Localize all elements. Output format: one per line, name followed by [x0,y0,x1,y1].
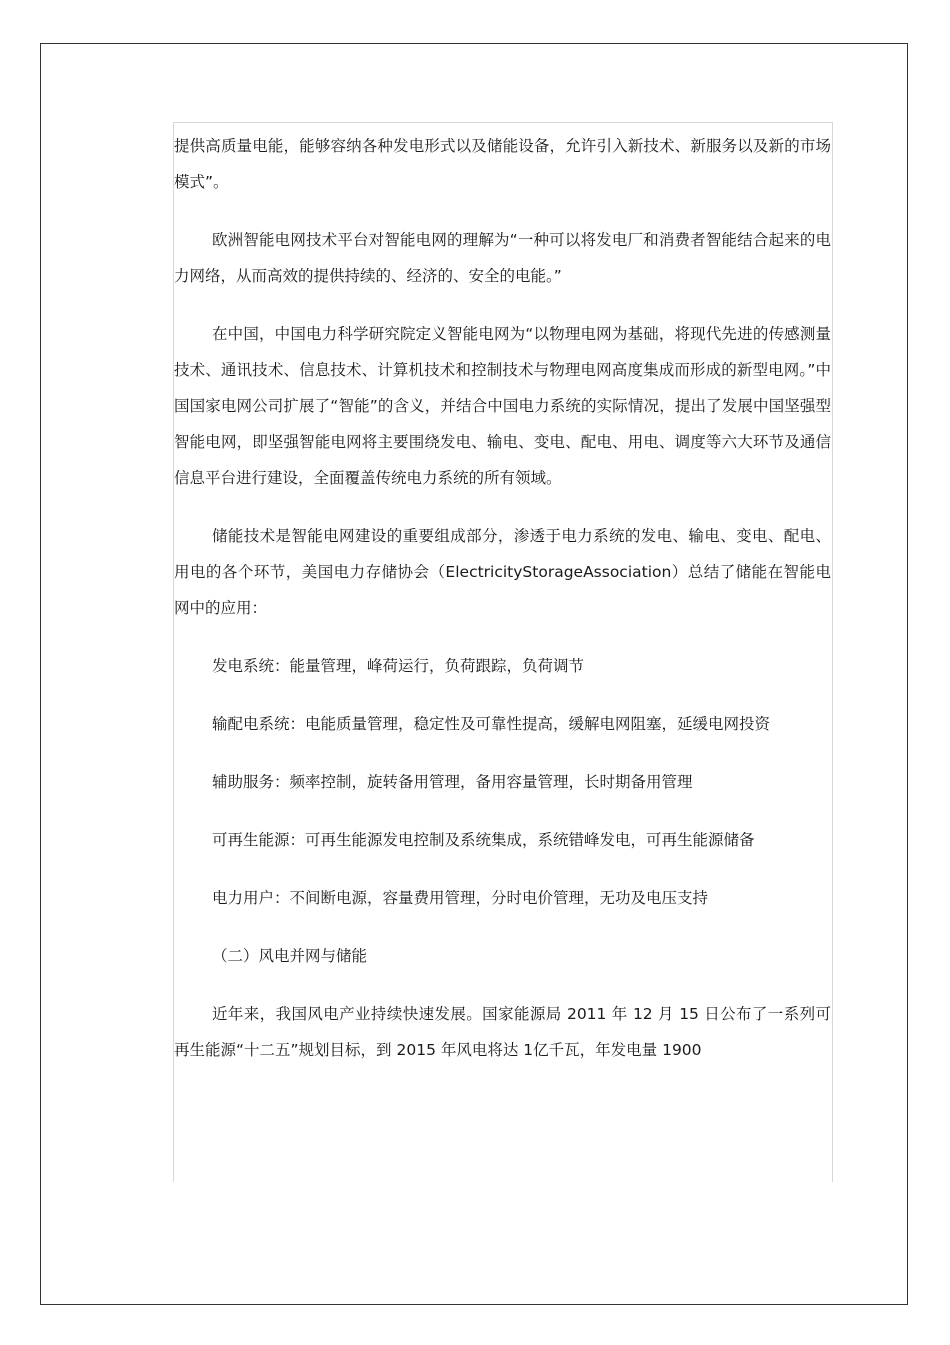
paragraph: 储能技术是智能电网建设的重要组成部分，渗透于电力系统的发电、输电、变电、配电、用电的各个环节，美国电力存储协会（ElectricityStorageAssociation）总结了储能在智能电网中的应用： [174,527,831,617]
paragraph: 辅助服务：频率控制，旋转备用管理，备用容量管理，长时期备用管理 [212,773,693,791]
section-heading: （二）风电并网与储能 [212,947,368,965]
paragraph: 可再生能源：可再生能源发电控制及系统集成，系统错峰发电，可再生能源储备 [212,831,755,849]
paragraph: 提供高质量电能，能够容纳各种发电形式以及储能设备，允许引入新技术、新服务以及新的市场模式”。 [174,137,831,191]
document-body [174,128,831,1090]
paragraph: 近年来，我国风电产业持续快速发展。国家能源局 2011 年 12 月 15 日公布了一系列可再生能源“十二五”规划目标，到 2015 年风电将达 1亿千瓦，年发电量 1900 [174,1005,831,1059]
paragraph: 电力用户：不间断电源，容量费用管理，分时电价管理，无功及电压支持 [212,889,709,907]
paragraph: 欧洲智能电网技术平台对智能电网的理解为“一种可以将发电厂和消费者智能结合起来的电力网络，从而高效的提供持续的、经济的、安全的电能。” [174,231,831,285]
paragraph: 输配电系统：电能质量管理，稳定性及可靠性提高，缓解电网阻塞，延缓电网投资 [212,715,771,733]
paragraph: 在中国，中国电力科学研究院定义智能电网为“以物理电网为基础，将现代先进的传感测量技术、通讯技术、信息技术、计算机技术和控制技术与物理电网高度集成而形成的新型电网。”中国国家电网公司扩展了“智能”的含义，并结合中国电力系统的实际情况，提出了发展中国坚强型智能电网，即坚强智能电网将主要围绕发电、输电、变电、配电、用电、调度等六大环节及通信信息平台进行建设，全面覆盖传统电力系统的所有领域。 [174,325,831,487]
paragraph: 发电系统：能量管理，峰荷运行，负荷跟踪，负荷调节 [212,657,585,675]
